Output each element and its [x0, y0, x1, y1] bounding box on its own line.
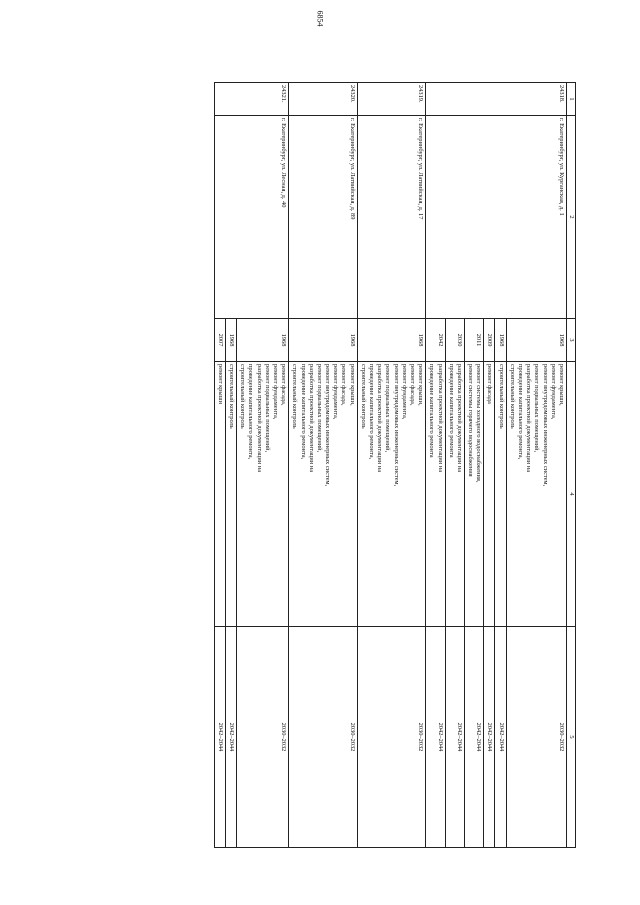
- year-cell: 2042: [426, 319, 445, 362]
- period-cell: 2030–2032: [357, 627, 426, 848]
- period-cell: 2042–2044: [495, 627, 506, 848]
- record-number: 24318.: [426, 83, 567, 116]
- record-number: 24319.: [357, 83, 426, 116]
- record-number: 24321.: [214, 83, 289, 116]
- record-address: г. Екатеринбург, ул. Курганская, д. 1: [426, 116, 567, 319]
- work-type-cell: разработка проектной документации на проведение капитального ремонта: [426, 362, 445, 627]
- column-number-header: [567, 83, 576, 848]
- work-type-cell: разработка проектной документации на проведение капитального ремонта: [445, 362, 464, 627]
- work-type-cell: ремонт крыши, ремонт фасада, ремонт фундамента, ремонт внутридомовых инженерных систем, ремонт подвальных помещений, разработка проектной документации на проведение капитального ремонта, строительный контроль: [357, 362, 426, 627]
- work-type-cell: ремонт фасада, ремонт фундамента, ремонт подвальных помещений, разработка проектной документации на проведение капитального ремонта, строительный контроль: [237, 362, 289, 627]
- header-col-1: 1: [567, 83, 576, 116]
- period-cell: 2042–2044: [464, 627, 483, 848]
- period-cell: 2042–2044: [225, 627, 236, 848]
- table-row: [237, 83, 289, 848]
- work-type-cell: ремонт системы холодного водоснабжения, ремонт системы горячего водоснабжения: [464, 362, 483, 627]
- year-cell: 1968: [357, 319, 426, 362]
- work-type-cell: ремонт фасада: [484, 362, 495, 627]
- record-address: г. Екатеринбург, ул. Латвийская, д. 89: [289, 116, 358, 319]
- period-cell: 2030–2032: [289, 627, 358, 848]
- period-cell: 2030–2032: [237, 627, 289, 848]
- period-cell: 2042–2044: [426, 627, 445, 848]
- year-cell: 2030: [445, 319, 464, 362]
- year-cell: 1968: [495, 319, 506, 362]
- rotated-table-container: [80, 82, 576, 848]
- page-number: [0, 8, 640, 26]
- header-col-3: 3: [567, 319, 576, 362]
- period-cell: 2030–2032: [506, 627, 566, 848]
- header-col-2: 2: [567, 116, 576, 319]
- table-row: [289, 83, 358, 848]
- year-cell: 2011: [464, 319, 483, 362]
- work-type-cell: строительный контроль: [495, 362, 506, 627]
- repair-schedule-table: [214, 82, 576, 848]
- record-number: 24320.: [289, 83, 358, 116]
- year-cell: 1968: [225, 319, 236, 362]
- table-row: [506, 83, 566, 848]
- year-cell: 1968: [506, 319, 566, 362]
- table-body: [214, 83, 575, 848]
- period-cell: 2042–2044: [484, 627, 495, 848]
- record-address: г. Екатеринбург, ул. Латвийская, д. 17: [357, 116, 426, 319]
- page-number-text: 6854: [315, 10, 325, 27]
- year-cell: 1968: [289, 319, 358, 362]
- work-type-cell: ремонт крыши: [214, 362, 225, 627]
- header-col-5: 5: [567, 627, 576, 848]
- table-row: [357, 83, 426, 848]
- work-type-cell: ремонт крыши, ремонт фундамента, ремонт внутридомовых инженерных систем, ремонт подвальных помещений, разработка проектной документации на проведение капитального ремонта, строительный контроль: [506, 362, 566, 627]
- period-cell: 2042–2044: [445, 627, 464, 848]
- year-cell: 1968: [237, 319, 289, 362]
- work-type-cell: ремонт крыши, ремонт фасада, ремонт фундамента, ремонт внутридомовых инженерных систем, ремонт подвальных помещений, разработка проектной документации на проведение капитального ремонта, строительный контроль: [289, 362, 358, 627]
- year-cell: 2009: [484, 319, 495, 362]
- work-type-cell: строительный контроль: [225, 362, 236, 627]
- period-cell: 2042–2044: [214, 627, 225, 848]
- table-frame: [80, 82, 576, 848]
- record-address: г. Екатеринбург, ул. Лесная, д. 40: [214, 116, 289, 319]
- header-col-4: 4: [567, 362, 576, 627]
- year-cell: 2007: [214, 319, 225, 362]
